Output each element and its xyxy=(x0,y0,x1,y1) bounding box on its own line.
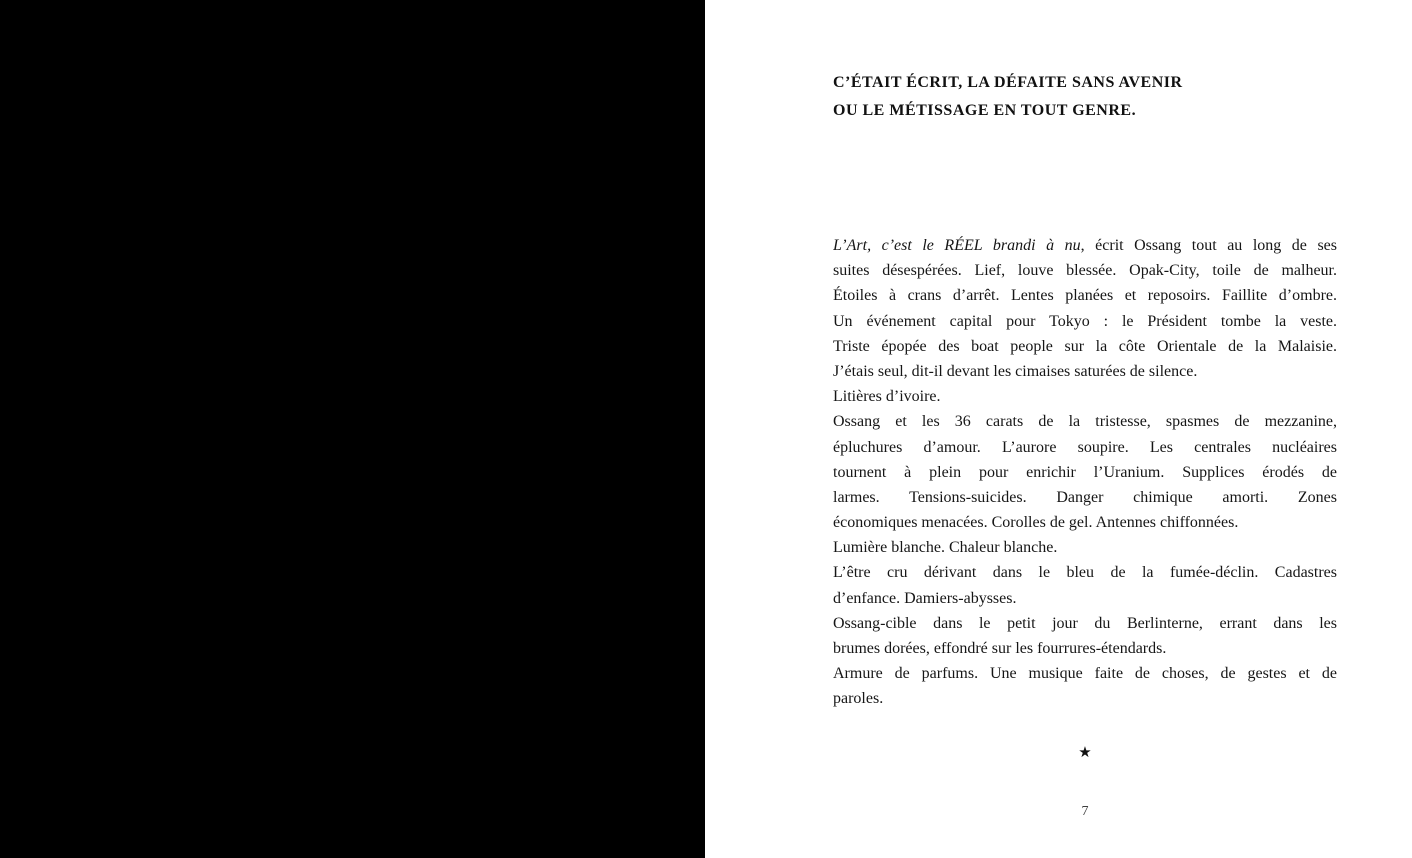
right-page xyxy=(705,0,1412,858)
body-line: Ossang et les 36 carats de la tristesse, spasmes de mezzanine, xyxy=(833,413,1337,431)
body-text xyxy=(833,233,1337,712)
body-line: J’étais seul, dit-il devant les cimaises saturées de silence. xyxy=(833,362,1198,380)
chapter-title xyxy=(833,69,1337,125)
body-line: Étoiles à crans d’arrêt. Lentes planées et reposoirs. Faillite d’ombre. xyxy=(833,287,1337,305)
chapter-title-line-1: C’ÉTAIT ÉCRIT, LA DÉFAITE SANS AVENIR xyxy=(833,74,1183,91)
body-line: tournent à plein pour enrichir l’Uranium. Supplices érodés de xyxy=(833,463,1337,481)
chapter-title-line-2: OU LE MÉTISSAGE EN TOUT GENRE. xyxy=(833,102,1137,119)
body-line: L’être cru dérivant dans le bleu de la fumée-déclin. Cadastres xyxy=(833,564,1337,582)
page-number: 7 xyxy=(1081,804,1089,819)
body-line: Un événement capital pour Tokyo : le Président tombe la veste. xyxy=(833,312,1337,330)
body-line: Lumière blanche. Chaleur blanche. xyxy=(833,539,1058,557)
body-line: Litières d’ivoire. xyxy=(833,388,941,406)
body-line: Armure de parfums. Une musique faite de choses, de gestes et de xyxy=(833,665,1337,683)
body-line: larmes. Tensions-suicides. Danger chimique amorti. Zones xyxy=(833,488,1337,506)
body-line: Ossang-cible dans le petit jour du Berlinterne, errant dans les xyxy=(833,614,1337,632)
left-black-page xyxy=(0,0,705,858)
body-line: Triste épopée des boat people sur la côte Orientale de la Malaisie. xyxy=(833,337,1337,355)
body-line xyxy=(833,233,1337,258)
body-line-text: , écrit Ossang tout au long de ses xyxy=(1080,237,1337,254)
section-separator-star-icon: ★ xyxy=(1078,745,1092,761)
body-line: économiques menacées. Corolles de gel. Antennes chiffonnées. xyxy=(833,514,1239,532)
body-line: épluchures d’amour. L’aurore soupire. Les centrales nucléaires xyxy=(833,438,1337,456)
body-line: brumes dorées, effondré sur les fourrures-étendards. xyxy=(833,640,1167,657)
body-line: d’enfance. Damiers-abysses. xyxy=(833,589,1017,607)
italic-phrase: L’Art, c’est le RÉEL brandi à nu xyxy=(833,237,1081,254)
body-line: paroles. xyxy=(833,690,884,708)
body-line: suites désespérées. Lief, louve blessée. Opak-City, toile de malheur. xyxy=(833,262,1337,280)
